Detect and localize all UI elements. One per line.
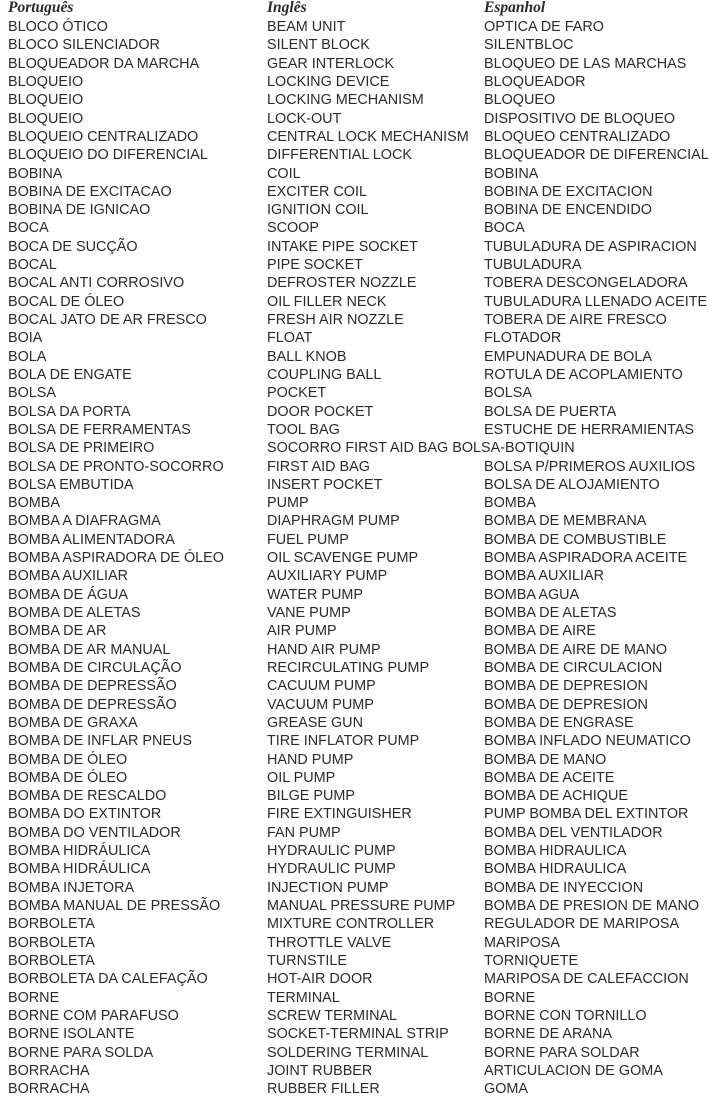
term-english: TIRE INFLATOR PUMP: [267, 733, 420, 750]
glossary-row: [0, 1044, 722, 1062]
term-spanish: BOMBA DE ENGRASE: [484, 714, 634, 731]
term-spanish: BOMBA DE AIRE DE MANO: [484, 641, 668, 658]
term-spanish: BOLSA DE PUERTA: [484, 403, 617, 420]
term-english: TERMINAL: [267, 989, 340, 1006]
term-spanish: BORNE DE ARANA: [484, 1026, 612, 1043]
term-english: DOOR POCKET: [267, 403, 374, 420]
glossary-row: [0, 183, 722, 201]
term-spanish: BLOQUEADOR: [484, 73, 586, 90]
term-english: HAND PUMP: [267, 751, 354, 768]
term-spanish: BOMBA DE PRESION DE MANO: [484, 898, 700, 914]
glossary-row: [0, 787, 722, 805]
glossary-row: [0, 219, 722, 237]
glossary-row: [0, 696, 722, 714]
header-portuguese: Português: [8, 0, 74, 16]
term-spanish: BORNE CON TORNILLO: [484, 1007, 647, 1024]
term-portuguese: BORBOLETA DA CALEFAÇÃO: [8, 971, 208, 988]
term-english: AUXILIARY PUMP: [267, 568, 388, 585]
term-spanish: BOMBA DE DEPRESION: [484, 678, 648, 695]
glossary-row: [0, 201, 722, 219]
glossary-row: [0, 805, 722, 823]
glossary-row: [0, 1025, 722, 1043]
term-portuguese: BOMBA DO VENTILADOR: [8, 824, 181, 841]
term-spanish: REGULADOR DE MARIPOSA: [484, 916, 680, 933]
term-english: DIAPHRAGM PUMP: [267, 513, 400, 530]
term-english: SOCKET-TERMINAL STRIP: [267, 1026, 449, 1043]
term-english: LOCKING MECHANISM: [267, 92, 424, 109]
term-english: OIL PUMP: [267, 769, 336, 786]
glossary-row: [0, 256, 722, 274]
term-spanish: BOMBA DEL VENTILADOR: [484, 824, 663, 841]
glossary-row: [0, 293, 722, 311]
glossary-row: [0, 110, 722, 128]
term-portuguese: BLOCO ÓTICO: [8, 19, 108, 35]
term-portuguese: BOMBA INJETORA: [8, 879, 135, 896]
glossary-row: [0, 641, 722, 659]
glossary-row: [0, 970, 722, 988]
term-english: COIL: [267, 165, 301, 182]
term-english: SCREW TERMINAL: [267, 1007, 398, 1024]
glossary-row: [0, 732, 722, 750]
glossary-row: [0, 915, 722, 933]
glossary-table: [0, 18, 722, 1098]
term-english: GREASE GUN: [267, 714, 363, 731]
glossary-row: [0, 403, 722, 421]
term-spanish: BOMBA ASPIRADORA ACEITE: [484, 550, 688, 567]
term-portuguese: BORNE PARA SOLDA: [8, 1044, 154, 1061]
term-spanish: BOMBA DE DEPRESION: [484, 696, 648, 713]
term-spanish: BOMBA HIDRAULICA: [484, 843, 627, 860]
term-spanish: BLOQUEADOR DE DIFERENCIAL: [484, 147, 709, 164]
term-spanish: BOLSA: [484, 385, 532, 402]
term-portuguese: BOLA: [8, 348, 47, 365]
glossary-row: [0, 751, 722, 769]
term-portuguese: BORBOLETA: [8, 952, 95, 969]
term-spanish: OPTICA DE FARO: [484, 19, 604, 35]
term-english: TOOL BAG: [267, 421, 340, 438]
glossary-row: [0, 476, 722, 494]
glossary-row: [0, 274, 722, 292]
term-spanish: MARIPOSA: [484, 934, 560, 951]
glossary-row: [0, 1080, 722, 1098]
term-portuguese: BOCAL DE ÓLEO: [8, 293, 125, 310]
term-spanish: MARIPOSA DE CALEFACCION: [484, 971, 689, 988]
term-portuguese: BOLSA: [8, 385, 56, 402]
term-portuguese: BLOQUEIO DO DIFERENCIAL: [8, 147, 208, 164]
term-portuguese: BLOQUEIO CENTRALIZADO: [8, 128, 199, 145]
glossary-row: [0, 311, 722, 329]
term-english: RECIRCULATING PUMP: [267, 659, 430, 676]
glossary-row: [0, 329, 722, 347]
term-spanish: BOMBA DE AIRE: [484, 623, 596, 640]
term-english: GEAR INTERLOCK: [267, 55, 395, 72]
term-spanish: TUBULADURA LLENADO ACEITE: [484, 293, 708, 310]
term-spanish: BOMBA DE COMBUSTIBLE: [484, 531, 667, 548]
glossary-row: [0, 567, 722, 585]
glossary-row: [0, 512, 722, 530]
term-portuguese: BOMBA HIDRÁULICA: [8, 861, 151, 878]
term-english: PUMP: [267, 495, 309, 512]
term-english: INSERT POCKET: [267, 476, 383, 493]
term-english: FUEL PUMP: [267, 531, 349, 548]
glossary-row: [0, 659, 722, 677]
term-portuguese: BOLSA DA PORTA: [8, 403, 131, 420]
term-spanish: EMPUNADURA DE BOLA: [484, 348, 652, 365]
term-portuguese: BOMBA DO EXTINTOR: [8, 806, 162, 823]
term-portuguese: BORBOLETA: [8, 934, 95, 951]
term-spanish: DISPOSITIVO DE BLOQUEO: [484, 110, 676, 127]
term-english: BALL KNOB: [267, 348, 347, 365]
term-portuguese: BOMBA DE ÓLEO: [8, 769, 128, 786]
term-english: VANE PUMP: [267, 605, 351, 621]
term-english: IGNITION COIL: [267, 202, 369, 219]
term-english: EXCITER COIL: [267, 183, 367, 200]
term-english: FAN PUMP: [267, 824, 341, 841]
term-english: FIRE EXTINGUISHER: [267, 806, 412, 823]
glossary-row: [0, 842, 722, 860]
term-portuguese: BOMBA DE AR MANUAL: [8, 641, 171, 658]
term-spanish: ESTUCHE DE HERRAMIENTAS: [484, 421, 695, 438]
term-portuguese: BOMBA DE CIRCULAÇÃO: [8, 659, 182, 676]
glossary-row: [0, 824, 722, 842]
term-spanish: TUBULADURA: [484, 257, 582, 274]
term-portuguese: BOMBA DE ÁGUA: [8, 586, 128, 603]
term-spanish: ROTULA DE ACOPLAMIENTO: [484, 366, 683, 383]
term-english: FLOAT: [267, 330, 313, 347]
term-portuguese: BOLA DE ENGATE: [8, 366, 132, 383]
term-portuguese: BOMBA DE DEPRESSÃO: [8, 678, 177, 695]
term-english: THROTTLE VALVE: [267, 934, 392, 951]
term-spanish: BOCA: [484, 220, 525, 237]
glossary-row: [0, 989, 722, 1007]
glossary-row: [0, 238, 722, 256]
term-english: POCKET: [267, 385, 327, 402]
term-spanish: SILENTBLOC: [484, 37, 574, 54]
term-portuguese: BOMBA A DIAFRAGMA: [8, 513, 161, 530]
term-portuguese: BOMBA DE GRAXA: [8, 714, 138, 731]
term-spanish: BOMBA HIDRAULICA: [484, 861, 627, 878]
term-portuguese: BOLSA DE PRONTO-SOCORRO: [8, 458, 224, 475]
glossary-row: [0, 622, 722, 640]
term-english: CENTRAL LOCK MECHANISM: [267, 128, 469, 145]
term-english: HYDRAULIC PUMP: [267, 843, 396, 860]
header-spanish: Espanhol: [484, 0, 546, 16]
glossary-row: [0, 586, 722, 604]
glossary-row: [0, 458, 722, 476]
glossary-row: [0, 897, 722, 915]
term-spanish: BOBINA DE ENCENDIDO: [484, 202, 652, 219]
term-english: WATER PUMP: [267, 586, 363, 603]
glossary-row: [0, 36, 722, 54]
term-portuguese: BOMBA DE ALETAS: [8, 605, 141, 621]
term-spanish: BLOQUEO DE LAS MARCHAS: [484, 55, 687, 72]
term-spanish: ARTICULACION DE GOMA: [484, 1062, 663, 1079]
term-portuguese: BLOCO SILENCIADOR: [8, 37, 160, 54]
glossary-row: [0, 348, 722, 366]
term-spanish: FLOTADOR: [484, 330, 562, 347]
term-portuguese: BORBOLETA: [8, 916, 95, 933]
term-portuguese: BOBINA: [8, 165, 63, 182]
term-portuguese: BOBINA DE EXCITACAO: [8, 183, 172, 200]
term-spanish: BOLSA DE ALOJAMIENTO: [484, 476, 660, 493]
glossary-row: [0, 366, 722, 384]
glossary-row: [0, 531, 722, 549]
term-portuguese: BOLSA EMBUTIDA: [8, 476, 134, 493]
term-english: JOINT RUBBER: [267, 1062, 373, 1079]
term-english: RUBBER FILLER: [267, 1081, 380, 1098]
glossary-row: [0, 1062, 722, 1080]
term-portuguese: BLOQUEIO: [8, 73, 84, 90]
term-portuguese: BOMBA DE AR: [8, 623, 107, 640]
glossary-row: [0, 128, 722, 146]
column-headers: [0, 0, 722, 18]
term-spanish: GOMA: [484, 1081, 528, 1098]
glossary-row: [0, 384, 722, 402]
term-portuguese: BOCA DE SUCÇÃO: [8, 238, 138, 255]
term-portuguese: BOLSA DE PRIMEIRO: [8, 440, 155, 457]
glossary-row: [0, 604, 722, 622]
term-english: HYDRAULIC PUMP: [267, 861, 396, 878]
term-english: OIL FILLER NECK: [267, 293, 387, 310]
term-portuguese: BOMBA DE INFLAR PNEUS: [8, 733, 192, 750]
term-spanish: BOMBA DE INYECCION: [484, 879, 644, 896]
glossary-row: [0, 165, 722, 183]
term-portuguese: BLOQUEADOR DA MARCHA: [8, 55, 200, 72]
term-spanish: BOBINA: [484, 165, 539, 182]
term-spanish: BLOQUEO CENTRALIZADO: [484, 128, 671, 145]
term-english: SOLDERING TERMINAL: [267, 1044, 429, 1061]
term-english: FRESH AIR NOZZLE: [267, 312, 404, 328]
term-spanish: BOMBA: [484, 495, 536, 512]
term-portuguese: BOCAL JATO DE AR FRESCO: [8, 312, 207, 328]
term-portuguese: BLOQUEIO: [8, 110, 84, 127]
term-spanish: TOBERA DE AIRE FRESCO: [484, 312, 667, 328]
term-portuguese: BOLSA DE FERRAMENTAS: [8, 421, 191, 438]
term-english: LOCK-OUT: [267, 110, 342, 127]
term-spanish: BOMBA DE MANO: [484, 751, 607, 768]
glossary-row: [0, 73, 722, 91]
glossary-row: [0, 421, 722, 439]
glossary-row: [0, 677, 722, 695]
term-english: MIXTURE CONTROLLER: [267, 916, 435, 933]
term-spanish: BORNE: [484, 989, 536, 1006]
term-spanish: BORNE PARA SOLDAR: [484, 1044, 640, 1061]
glossary-row: [0, 1007, 722, 1025]
term-spanish: TORNIQUETE: [484, 952, 579, 969]
term-spanish: BOMBA DE MEMBRANA: [484, 513, 647, 530]
term-spanish: BOMBA AUXILIAR: [484, 568, 604, 585]
term-spanish: TOBERA DESCONGELADORA: [484, 275, 688, 292]
term-portuguese: BOBINA DE IGNICAO: [8, 202, 151, 219]
term-spanish: BOBINA DE EXCITACION: [484, 183, 653, 200]
term-english: TURNSTILE: [267, 952, 347, 969]
term-english: SCOOP: [267, 220, 319, 237]
term-portuguese: BORNE COM PARAFUSO: [8, 1007, 179, 1024]
term-portuguese: BOMBA ALIMENTADORA: [8, 531, 175, 548]
term-spanish: BOMBA AGUA: [484, 586, 580, 603]
term-portuguese: BORNE: [8, 989, 60, 1006]
term-portuguese: BOMBA DE RESCALDO: [8, 788, 167, 805]
glossary-row: [0, 549, 722, 567]
term-portuguese: BOMBA HIDRÁULICA: [8, 843, 151, 860]
term-portuguese: BOCA: [8, 220, 49, 237]
glossary-row: [0, 934, 722, 952]
term-spanish: BOMBA INFLADO NEUMATICO: [484, 733, 691, 750]
term-portuguese: BOMBA ASPIRADORA DE ÓLEO: [8, 550, 224, 567]
term-spanish: BOLSA P/PRIMEROS AUXILIOS: [484, 458, 696, 475]
term-english: BEAM UNIT: [267, 19, 346, 35]
term-portuguese: BOMBA: [8, 495, 60, 512]
term-portuguese: BORNE ISOLANTE: [8, 1026, 135, 1043]
term-spanish: TUBULADURA DE ASPIRACION: [484, 238, 697, 255]
glossary-row: [0, 769, 722, 787]
term-portuguese: BOCAL ANTI CORROSIVO: [8, 275, 185, 292]
term-english: COUPLING BALL: [267, 366, 382, 383]
glossary-row: [0, 879, 722, 897]
glossary-row: [0, 91, 722, 109]
term-english: BILGE PUMP: [267, 788, 355, 805]
term-english: MANUAL PRESSURE PUMP: [267, 898, 456, 914]
term-english: SOCORRO FIRST AID BAG BOLSA-BOTIQUIN: [267, 440, 575, 457]
term-english: FIRST AID BAG: [267, 458, 370, 475]
term-spanish: BOMBA DE CIRCULACION: [484, 659, 663, 676]
term-english: LOCKING DEVICE: [267, 73, 390, 90]
term-portuguese: BORRACHA: [8, 1081, 90, 1098]
glossary-row: [0, 146, 722, 164]
term-english: OIL SCAVENGE PUMP: [267, 550, 419, 567]
term-english: AIR PUMP: [267, 623, 337, 640]
term-english: CACUUM PUMP: [267, 678, 376, 695]
glossary-row: [0, 860, 722, 878]
term-portuguese: BORRACHA: [8, 1062, 90, 1079]
term-english: HAND AIR PUMP: [267, 641, 381, 658]
term-english: INJECTION PUMP: [267, 879, 389, 896]
term-spanish: PUMP BOMBA DEL EXTINTOR: [484, 806, 689, 823]
glossary-row: [0, 494, 722, 512]
term-spanish: BOMBA DE ALETAS: [484, 605, 617, 621]
glossary-row: [0, 18, 722, 36]
glossary-row: [0, 952, 722, 970]
term-spanish: BOMBA DE ACHIQUE: [484, 788, 628, 805]
glossary-row: [0, 55, 722, 73]
term-portuguese: BOIA: [8, 330, 43, 347]
term-english: VACUUM PUMP: [267, 696, 374, 713]
term-portuguese: BLOQUEIO: [8, 92, 84, 109]
term-portuguese: BOCAL: [8, 257, 57, 274]
term-english: SILENT BLOCK: [267, 37, 370, 54]
glossary-row: [0, 439, 722, 457]
term-english: DIFFERENTIAL LOCK: [267, 147, 412, 164]
term-english: HOT-AIR DOOR: [267, 971, 373, 988]
term-english: INTAKE PIPE SOCKET: [267, 238, 418, 255]
glossary-row: [0, 714, 722, 732]
term-portuguese: BOMBA DE DEPRESSÃO: [8, 696, 177, 713]
term-portuguese: BOMBA MANUAL DE PRESSÃO: [8, 898, 221, 914]
term-spanish: BOMBA DE ACEITE: [484, 769, 615, 786]
header-english: Inglês: [267, 0, 307, 16]
term-english: DEFROSTER NOZZLE: [267, 275, 417, 292]
term-spanish: BLOQUEO: [484, 92, 556, 109]
term-english: PIPE SOCKET: [267, 257, 363, 274]
term-portuguese: BOMBA AUXILIAR: [8, 568, 128, 585]
term-portuguese: BOMBA DE ÓLEO: [8, 751, 128, 768]
